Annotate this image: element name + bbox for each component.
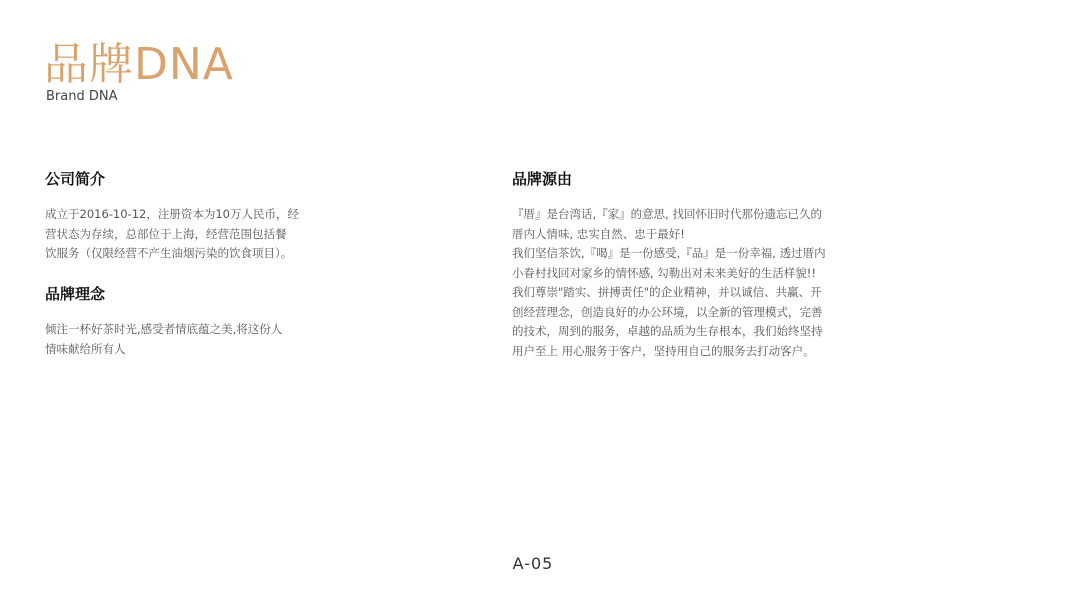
body-line: 营状态为存续，总部位于上海，经营范围包括餐 — [45, 226, 287, 241]
section-brand-concept — [45, 284, 325, 359]
body-line: 厝内人情味, 忠实自然、忠于最好! — [512, 226, 685, 241]
section-title: 品牌源由 — [512, 170, 573, 188]
body-line: 的技术，周到的服务，卓越的品质为生存根本，我们始终坚持 — [512, 324, 823, 338]
section-title: 公司简介 — [45, 170, 106, 188]
section-body — [45, 205, 325, 264]
body-line: 小眷村找回对家乡的情怀感, 勾勒出对未来美好的生活样貌!! — [512, 265, 817, 280]
body-line: 创经营理念，创造良好的办公环境，以全新的管理模式，完善 — [512, 304, 823, 319]
body-line: 我们尊崇"踏实、拼搏责任"的企业精神，并以诚信、共赢、开 — [512, 285, 822, 299]
body-line: 饮服务（仅限经营不产生油烟污染的饮食项目）。 — [45, 246, 293, 260]
section-body — [45, 320, 325, 359]
section-brand-origin — [512, 169, 852, 361]
body-line: 成立于2016-10-12，注册资本为10万人民币，经 — [45, 207, 299, 221]
body-line: 倾注一杯好茶时光,感受者情底蕴之美,将这份人 — [45, 322, 283, 336]
section-company-intro — [45, 169, 325, 264]
section-body — [512, 205, 852, 361]
body-line: 我们坚信茶饮,『喝』是一份感受,『品』是一份幸福, 透过厝内 — [512, 246, 826, 260]
body-line: 用户至上 用心服务于客户，坚持用自己的服务去打动客户。 — [512, 343, 815, 358]
page-number: A-05 — [512, 554, 554, 573]
page-subtitle: Brand DNA — [46, 89, 118, 104]
body-line: 情味献给所有人 — [45, 341, 126, 356]
body-line: 『厝』是台湾话,『家』的意思, 找回怀旧时代那份遗忘已久的 — [512, 207, 822, 221]
page-title: 品牌DNA — [44, 39, 234, 90]
section-title: 品牌理念 — [45, 285, 106, 303]
